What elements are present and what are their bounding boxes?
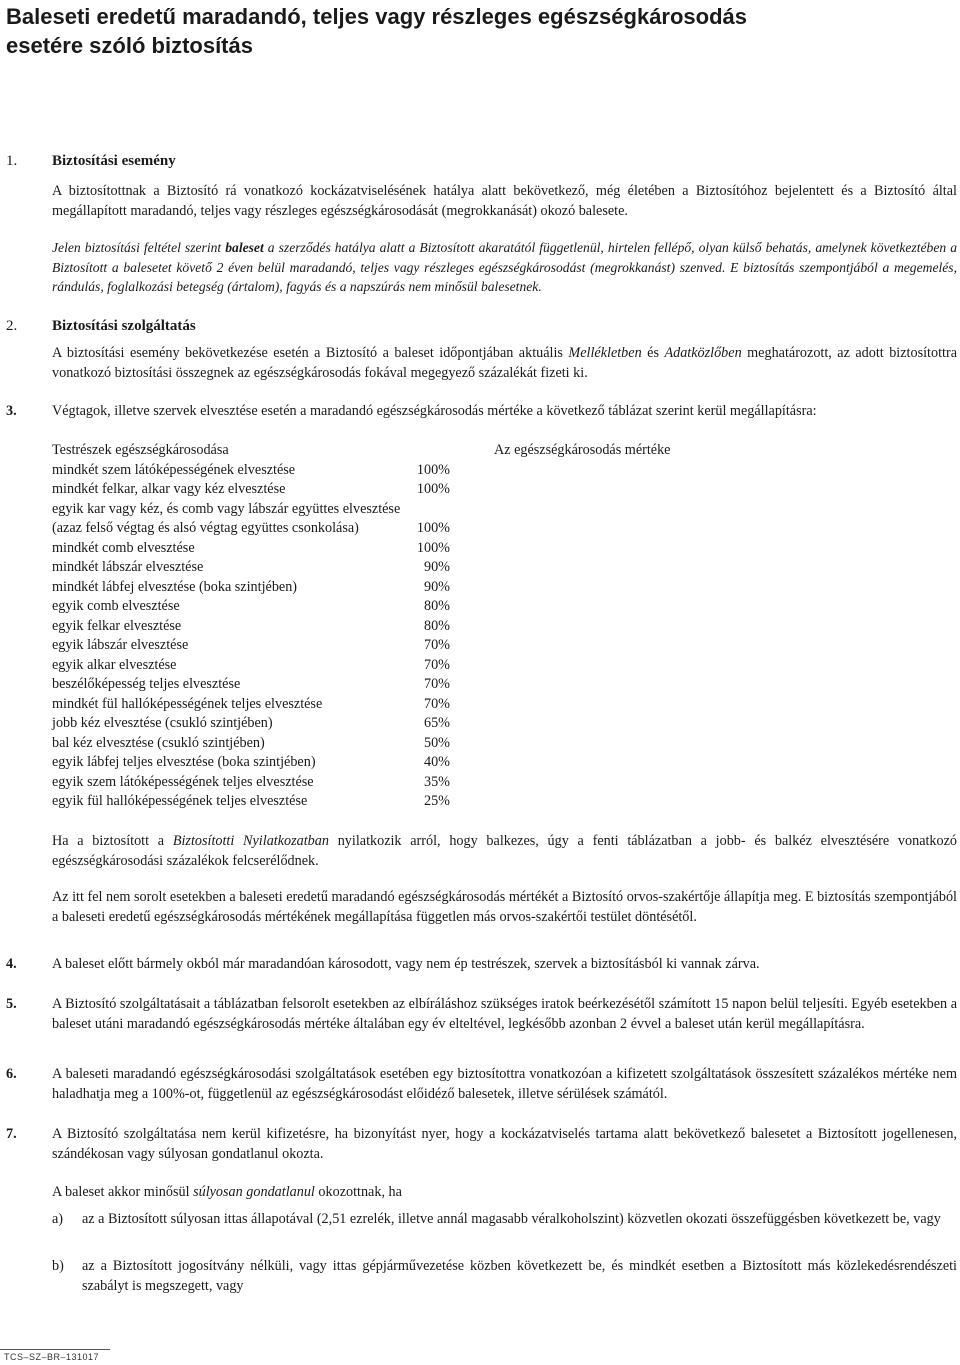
list-item-a bbox=[52, 1210, 957, 1230]
section-1-paragraph-1: A biztosítottnak a Biztosító rá vonatkozó kockázatviselésének hatálya alatt bekövetkező, még életében a Biztosítóhoz bejelentett és a Biztosító által megállapított maradandó, teljes vagy részleges egészségkárosodását (megrokkanását) okozó balesete. bbox=[52, 183, 957, 219]
table-row bbox=[52, 519, 752, 539]
list-item-b-text: az a Biztosított jogosítvány nélküli, vagy ittas gépjárművezetése közben következett be, és mindkét esetben a Biztosított más közlekedésrendészeti szabályt is megszegett, vagy bbox=[82, 1258, 957, 1294]
section-6 bbox=[6, 1065, 957, 1104]
table-cell-body-part: egyik comb elvesztése bbox=[52, 598, 180, 614]
table-cell-body-part: egyik kar vagy kéz, és comb vagy lábszár együttes elvesztése bbox=[52, 500, 401, 517]
table-cell-percentage: 70% bbox=[423, 637, 450, 653]
list-item-b bbox=[52, 1257, 957, 1296]
service-text-3: meghatározott, az adott biztosítottra vonatkozó biztosítási összegnek az egészségkárosodás fokával megegyező százalékát fizeti ki. bbox=[52, 345, 957, 381]
table-cell-body-part: jobb kéz elvesztése (csukló szintjében) bbox=[52, 715, 273, 731]
table-row bbox=[52, 792, 752, 812]
section-3-number: 3. bbox=[6, 403, 17, 419]
section-3 bbox=[6, 402, 957, 422]
table-cell-body-part: mindkét lábfej elvesztése (boka szintjében) bbox=[52, 578, 298, 595]
attachment-term: Mellékletben bbox=[568, 345, 642, 361]
table-row bbox=[52, 734, 752, 754]
section-1-paragraph-2 bbox=[52, 238, 957, 297]
gross-negligence-text-2: okozottnak, ha bbox=[314, 1184, 402, 1200]
section-5 bbox=[6, 995, 957, 1034]
impairment-table bbox=[52, 441, 752, 812]
table-row bbox=[52, 675, 752, 695]
table-cell-body-part: mindkét lábszár elvesztése bbox=[52, 559, 204, 575]
table-cell-percentage: 80% bbox=[423, 617, 450, 634]
list-item-a-text: az a Biztosított súlyosan ittas állapotával (2,51 ezrelék, illetve annál magasabb véralkoholszint) közvetlen okozati összefüggésben következett be, vagy bbox=[82, 1211, 941, 1227]
table-cell-percentage: 100% bbox=[416, 461, 450, 478]
section-2-title: Biztosítási szolgáltatás bbox=[52, 318, 196, 334]
list-item-b-label: b) bbox=[52, 1258, 64, 1274]
accident-definition-intro: Jelen biztosítási feltétel szerint bbox=[52, 240, 226, 255]
insured-declaration-term: Biztosítotti Nyilatkozatban bbox=[172, 833, 329, 849]
table-cell-body-part: egyik fül hallóképességének teljes elvesztése bbox=[52, 793, 308, 809]
table-row bbox=[52, 773, 752, 793]
left-handed-text-1: Ha a biztosított a bbox=[52, 833, 173, 849]
section-5-number: 5. bbox=[6, 996, 17, 1012]
table-cell-percentage: 90% bbox=[423, 578, 450, 595]
section-2-heading bbox=[6, 317, 196, 336]
table-row bbox=[52, 617, 752, 637]
section-4-text: A baleset előtt bármely okból már maradandóan károsodott, vagy nem ép testrészek, szervek a biztosításból ki vannak zárva. bbox=[52, 956, 760, 972]
section-4 bbox=[6, 955, 957, 975]
section-6-number: 6. bbox=[6, 1066, 17, 1082]
section-1-title: Biztosítási esemény bbox=[52, 153, 176, 169]
left-handed-text-2: nyilatkozik arról, hogy balkezes, úgy a fenti táblázatban a jobb- és balkéz elvesztésére vonatkozó egészségkárosodási százalékok felcserélődnek. bbox=[52, 833, 958, 869]
table-cell-body-part: (azaz felső végtag és alsó végtag együttes csonkolása) bbox=[52, 520, 359, 536]
section-4-number: 4. bbox=[6, 956, 17, 972]
table-cell-percentage: 40% bbox=[423, 754, 450, 770]
data-sheet-term: Adatközlőben bbox=[664, 345, 742, 361]
table-cell-percentage: 100% bbox=[416, 520, 450, 536]
table-cell-body-part: mindkét comb elvesztése bbox=[52, 539, 195, 556]
table-cell-body-part: bal kéz elvesztése (csukló szintjében) bbox=[52, 734, 265, 751]
section-1-number: 1. bbox=[6, 153, 18, 169]
document-title-line-1: Baleseti eredetű maradandó, teljes vagy részleges egészségkárosodás bbox=[6, 4, 748, 29]
table-row bbox=[52, 714, 752, 734]
accident-definition-body: a szerződés hatálya alatt a Biztosított akaratától függetlenül, hirtelen fellépő, olyan külső behatás, amelynek következtében a Biztosított a balesetet követő 2 éven belül maradandó, teljes vagy részleges egészségkárosodást (megrokkanást) szenved. E biztosítás szempontjából a megemelés, rándulás, foglalkozási betegség (ártalom), fagyás és a napszúrás nem minősül balesetnek. bbox=[52, 240, 957, 294]
table-cell-body-part: egyik felkar elvesztése bbox=[52, 617, 182, 634]
table-row bbox=[52, 636, 752, 656]
gross-negligence-term: súlyosan gondatlanul bbox=[193, 1184, 315, 1200]
table-cell-percentage: 25% bbox=[423, 793, 450, 809]
table-row bbox=[52, 656, 752, 676]
document-title-line-2: esetére szóló biztosítás bbox=[6, 33, 253, 58]
table-cell-percentage: 100% bbox=[416, 539, 450, 556]
table-row bbox=[52, 578, 752, 598]
table-cell-percentage: 70% bbox=[423, 676, 450, 692]
table-row bbox=[52, 539, 752, 559]
table-row bbox=[52, 500, 752, 520]
section-2-paragraph bbox=[52, 344, 957, 383]
section-7 bbox=[6, 1125, 957, 1164]
table-cell-body-part: beszélőképesség teljes elvesztése bbox=[52, 676, 241, 692]
table-body bbox=[52, 461, 752, 812]
table-row bbox=[52, 597, 752, 617]
table-cell-percentage: 65% bbox=[423, 715, 450, 731]
table-cell-percentage: 35% bbox=[423, 773, 450, 790]
table-row bbox=[52, 695, 752, 715]
section-6-text: A baleseti maradandó egészségkárosodási szolgáltatások esetében egy biztosítottra vonatkozóan a kifizetett szolgáltatások összesített százalékos mértéke nem haladhatja meg a 100%-ot, függetlenül az egészségkárosodást előidéző balesetek, illetve sérülések számától. bbox=[52, 1066, 957, 1102]
table-cell-body-part: mindkét szem látóképességének elvesztése bbox=[52, 461, 296, 478]
table-cell-body-part: egyik alkar elvesztése bbox=[52, 656, 177, 673]
section-1-heading bbox=[6, 152, 176, 171]
table-cell-percentage: 90% bbox=[423, 559, 450, 575]
gross-negligence-intro bbox=[52, 1183, 957, 1203]
table-header-body-part: Testrészek egészségkárosodása bbox=[52, 442, 229, 458]
list-item-a-label: a) bbox=[52, 1211, 64, 1227]
gross-negligence-text-1: A baleset akkor minősül bbox=[52, 1184, 194, 1200]
table-cell-percentage: 70% bbox=[423, 656, 450, 673]
table-row bbox=[52, 558, 752, 578]
other-cases-paragraph: Az itt fel nem sorolt esetekben a baleseti eredetű maradandó egészségkárosodás mértékét a Biztosító orvos-szakértője állapítja meg. E biztosítás szempontjából a baleseti eredetű egészségkárosodás mértékének megállapítása független más orvos-szakértői testület döntésétől. bbox=[52, 889, 957, 925]
service-text-2: és bbox=[641, 345, 665, 361]
document-title bbox=[6, 2, 906, 60]
footer-divider bbox=[0, 1349, 110, 1350]
table-cell-body-part: mindkét fül hallóképességének teljes elvesztése bbox=[52, 695, 323, 712]
section-2-number: 2. bbox=[6, 318, 18, 334]
table-header-row bbox=[52, 441, 752, 461]
table-cell-percentage: 100% bbox=[416, 481, 450, 497]
table-header-percentage: Az egészségkárosodás mértéke bbox=[494, 442, 671, 458]
left-handed-paragraph bbox=[52, 832, 957, 871]
section-3-text: Végtagok, illetve szervek elvesztése esetén a maradandó egészségkárosodás mértéke a következő táblázat szerint kerül megállapításra: bbox=[52, 403, 817, 419]
table-cell-body-part: egyik lábfej teljes elvesztése (boka szintjében) bbox=[52, 754, 316, 770]
table-cell-body-part: egyik szem látóképességének teljes elvesztése bbox=[52, 773, 314, 790]
table-cell-percentage: 50% bbox=[423, 734, 450, 751]
table-cell-percentage: 80% bbox=[423, 598, 450, 614]
table-row bbox=[52, 480, 752, 500]
service-text-1: A biztosítási esemény bekövetkezése esetén a Biztosító a baleset időpontjában aktuális bbox=[52, 345, 569, 361]
table-row bbox=[52, 753, 752, 773]
table-cell-body-part: egyik lábszár elvesztése bbox=[52, 637, 189, 653]
table-row bbox=[52, 461, 752, 481]
section-5-text: A Biztosító szolgáltatásait a táblázatban felsorolt esetekben az elbíráláshoz szükséges iratok beérkezésétől számított 15 napon belül teljesíti. Egyéb esetekben a baleset utáni maradandó egészségkárosodás mértéke általában egy év elteltével, legkésőbb azonban 2 évvel a baleset után kerül megállapításra. bbox=[52, 996, 957, 1032]
section-7-number: 7. bbox=[6, 1126, 17, 1142]
table-cell-percentage: 70% bbox=[423, 695, 450, 712]
document-code: TCS–SZ–BR–131017 bbox=[4, 1352, 100, 1362]
accident-term: baleset bbox=[225, 240, 264, 255]
table-cell-body-part: mindkét felkar, alkar vagy kéz elvesztése bbox=[52, 481, 286, 497]
section-7-text: A Biztosító szolgáltatása nem kerül kifizetésre, ha bizonyítást nyer, hogy a kockázatviselés tartama alatt bekövetkező balesetet a Biztosított jogellenesen, szándékosan vagy súlyosan gondatlanul okozta. bbox=[52, 1126, 957, 1162]
